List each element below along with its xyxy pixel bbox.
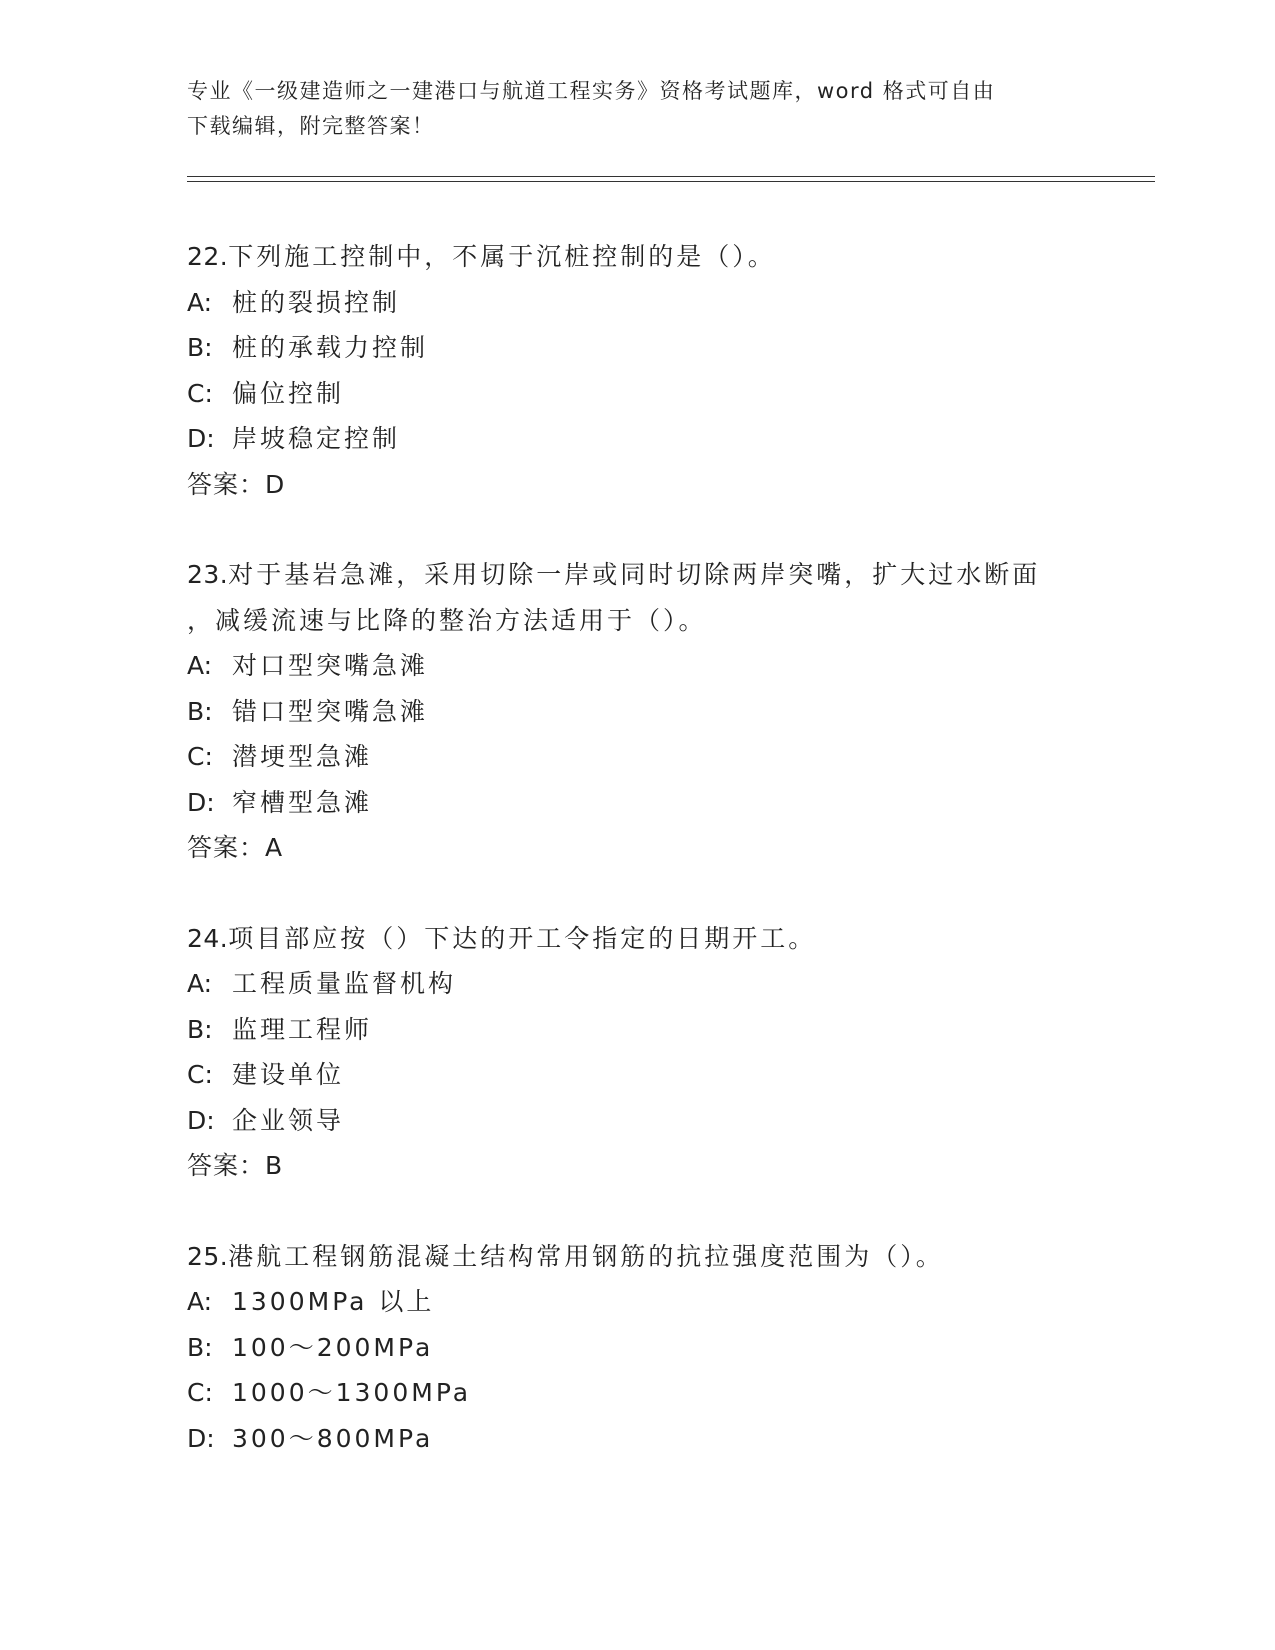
option-letter: C: [187,1378,213,1407]
option-c [187,734,1087,780]
question-stem-continued: ，减缓流速与比降的整治方法适用于（）。 [187,605,707,635]
option-d [187,780,1087,826]
question-24 [187,916,1087,1189]
option-letter: B: [187,1014,213,1044]
question-number: 22. [187,242,229,271]
header-line-2: 下载编辑，附完整答案！ [187,114,435,138]
question-text: 港航工程钢筋混凝土结构常用钢筋的抗拉强度范围为（）。 [228,1241,944,1271]
option-a [187,1279,1087,1325]
option-letter: B: [187,333,213,362]
option-text: 100～200MPa [232,1332,434,1362]
option-b [187,1007,1087,1053]
option-text: 1300MPa 以上 [232,1287,435,1316]
option-c [187,371,1087,417]
option-text: 岸坡稳定控制 [232,424,401,453]
option-d [187,1416,1087,1462]
question-stem [187,1234,1087,1280]
option-letter: A: [187,651,213,680]
option-text: 桩的裂损控制 [232,287,401,317]
document-header [187,74,1067,144]
option-text: 潜埂型急滩 [232,742,373,771]
option-text: 窄槽型急滩 [232,787,373,817]
option-d [187,1098,1087,1144]
question-22 [187,234,1087,507]
question-stem [187,916,1087,962]
header-divider-top [187,176,1155,177]
option-text: 企业领导 [232,1105,345,1135]
option-b [187,325,1087,371]
question-stem [187,234,1087,280]
option-text: 1000～1300MPa [232,1378,472,1407]
option-c [187,1370,1087,1416]
option-c [187,1052,1087,1098]
answer-value: A [265,833,284,862]
question-25 [187,1234,1087,1462]
question-list [187,234,1087,1506]
option-a [187,961,1087,1007]
question-stem [187,552,1087,598]
answer-label: 答案： [187,833,266,862]
option-a [187,643,1087,689]
option-letter: D: [187,787,215,817]
answer-line [187,462,1087,508]
answer-label: 答案： [187,469,266,499]
option-text: 建设单位 [232,1060,345,1089]
answer-value: D [265,469,286,499]
option-text: 工程质量监督机构 [232,969,457,998]
option-letter: C: [187,742,213,771]
answer-label: 答案： [187,1151,266,1180]
option-letter: A: [187,1287,213,1316]
option-letter: C: [187,378,213,408]
header-divider-bottom [187,181,1155,182]
question-number: 25. [187,1241,229,1271]
answer-line [187,825,1087,871]
header-line-1: 专业《一级建造师之一建港口与航道工程实务》资格考试题库，word 格式可自由 [187,79,996,103]
option-letter: C: [187,1060,213,1089]
answer-line [187,1143,1087,1189]
option-b [187,1325,1087,1371]
option-text: 错口型突嘴急滩 [232,696,429,726]
option-letter: D: [187,1105,215,1135]
question-number: 23. [187,560,229,589]
option-text: 桩的承载力控制 [232,333,429,362]
option-letter: B: [187,1332,213,1362]
option-text: 监理工程师 [232,1014,373,1044]
option-letter: B: [187,696,213,726]
option-letter: A: [187,969,213,998]
option-letter: A: [187,287,213,317]
option-a [187,280,1087,326]
option-text: 对口型突嘴急滩 [232,651,429,680]
option-b [187,689,1087,735]
question-23 [187,552,1087,871]
option-text: 300～800MPa [232,1423,434,1453]
option-letter: D: [187,1423,215,1453]
question-text: 对于基岩急滩，采用切除一岸或同时切除两岸突嘴，扩大过水断面 [228,560,1041,589]
option-letter: D: [187,424,215,453]
option-d [187,416,1087,462]
question-text: 项目部应按（）下达的开工令指定的日期开工。 [228,923,817,953]
question-number: 24. [187,923,229,953]
question-text: 下列施工控制中，不属于沉桩控制的是（）。 [228,242,776,271]
answer-value: B [265,1151,284,1180]
option-text: 偏位控制 [232,378,345,408]
